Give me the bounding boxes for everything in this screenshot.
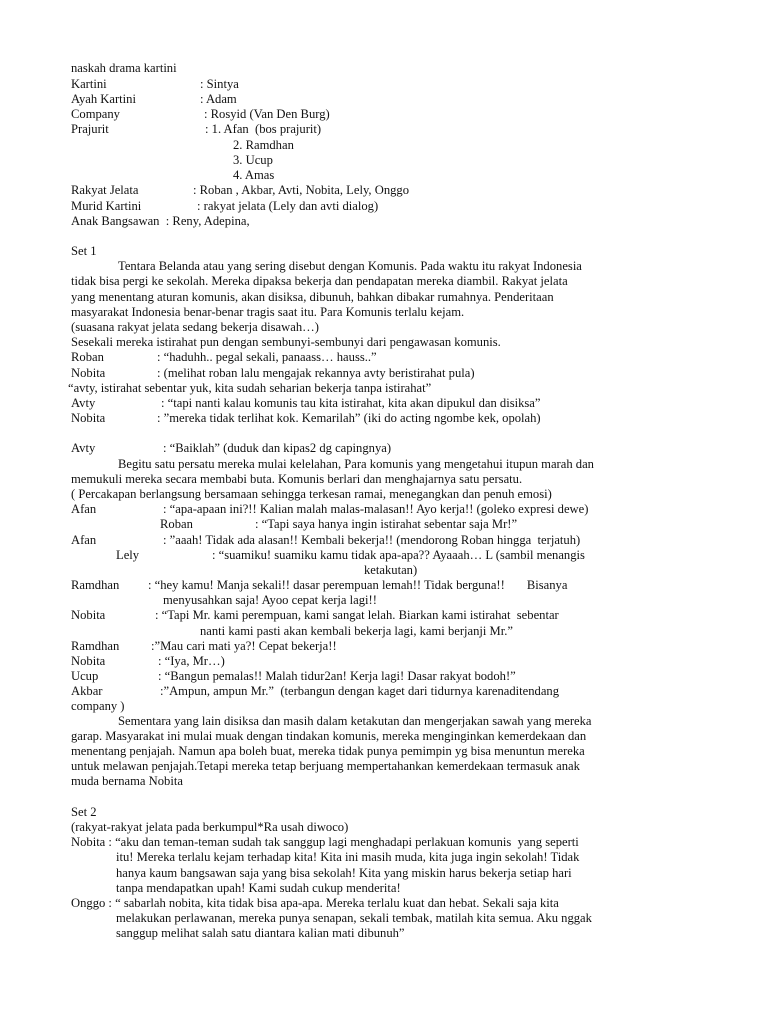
cast-actor: : Adam [200,92,237,106]
dialog-speaker: Nobita [71,366,106,380]
cast-bangsawan: Anak Bangsawan : Reny, Adepina, [71,214,250,228]
stage-direction: ( Percakapan berlangsung bersamaan sehingga terkesan ramai, menegangkan dan penuh emosi) [71,487,552,501]
cast-role: Prajurit [71,122,109,136]
narration-line: garap. Masyarakat ini mulai muak dengan tindakan komunis, mereka menginginkan kemerdekaan dan [71,729,587,743]
dialog-line: : “suamiku! suamiku kamu tidak apa-apa?? Ayaaah… L (sambil menangis [212,548,585,562]
dialog-line: company ) [71,699,125,713]
dialog-line: : “Bangun pemalas!! Malah tidur2an! Kerja lagi! Dasar rakyat bodoh!” [158,669,516,683]
dialog-speaker: Ramdhan [71,639,120,653]
cast-role: Company [71,107,120,121]
narration-line: Tentara Belanda atau yang sering disebut dengan Komunis. Pada waktu itu rakyat Indonesia [118,259,582,273]
dialog-line: : “tapi nanti kalau komunis tau kita istirahat, kita akan dipukul dan disiksa” [161,396,541,410]
dialog-line: : “Tapi saya hanya ingin istirahat sebentar saja Mr!” [255,517,518,531]
cast-actor: 3. Ucup [233,153,273,167]
dialog-line: :”Ampun, ampun Mr.” (terbangun dengan kaget dari tidurnya karenaditendang [160,684,560,698]
dialog-speaker: Afan [71,533,97,547]
stage-direction: (rakyat-rakyat jelata pada berkumpul*Ra usah diwoco) [71,820,349,834]
dialog-speaker: Avty [71,441,96,455]
dialog-speaker: Akbar [71,684,103,698]
dialog-line: sanggup melihat salah satu diantara kalian mati dibunuh” [116,926,405,940]
narration-line: masyarakat Indonesia benar-benar tragis saat itu. Para Komunis terlalu kejam. [71,305,465,319]
cast-role: Ayah Kartini [71,92,136,106]
dialog-speaker: Afan [71,502,97,516]
narration-line: Begitu satu persatu mereka mulai kelelahan, Para komunis yang mengetahui itupun marah dan [118,457,594,471]
cast-actor: 2. Ramdhan [233,138,294,152]
narration-line: Sementara yang lain disiksa dan masih dalam ketakutan dan mengerjakan sawah yang mereka [118,714,592,728]
dialog-line: hanya kaum bangsawan saja yang bisa sekolah! Kita yang miskin harus bekerja setiap hari [116,866,572,880]
dialog-line: melakukan perlawanan, mereka punya senapan, sekali tembak, matilah kita semua. Aku nggak [116,911,592,925]
dialog-speaker: Ramdhan [71,578,120,592]
cast-actor: : Rosyid (Van Den Burg) [204,107,330,121]
dialog-line: Onggo : “ sabarlah nobita, kita tidak bisa apa-apa. Mereka terlalu kuat dan hebat. Sekali saja kita [71,896,559,910]
dialog-speaker: Roban [160,517,193,531]
dialog-line: nanti kami pasti akan kembali bekerja lagi, kami berjanji Mr.” [200,624,513,638]
dialog-line: : “Baiklah” (duduk dan kipas2 dg capingnya) [163,441,392,455]
narration-line: tidak bisa pergi ke sekolah. Mereka dipaksa bekerja dan pendapatan mereka diambil. Rakyat jelata [71,274,568,288]
narration-line: yang menentang aturan komunis, akan disiksa, dibunuh, bahkan dibakar rumahnya. Penderitaan [71,290,554,304]
narration-line: memukuli mereka secara membabi buta. Komunis berlari dan menghajarnya satu persatu. [71,472,523,486]
cast-actor: : 1. Afan (bos prajurit) [205,122,322,136]
cast-role: Murid Kartini [71,199,142,213]
dialog-speaker: Nobita [71,654,106,668]
dialog-line: : ”aaah! Tidak ada alasan!! Kembali bekerja!! (mendorong Roban hingga terjatuh) [163,533,581,547]
document-title: naskah drama kartini [71,61,177,75]
narration-line: muda bernama Nobita [71,774,183,788]
narration-line: Sesekali mereka istirahat pun dengan sembunyi-sembunyi dari pengawasan komunis. [71,335,501,349]
dialog-line: tanpa mendapatkan upah! Kami sudah cukup menderita! [116,881,401,895]
stage-direction: (suasana rakyat jelata sedang bekerja disawah…) [71,320,319,334]
dialog-line: : “apa-apaan ini?!! Kalian malah malas-malasan!! Ayo kerja!! (goleko expresi dewe) [163,502,589,516]
dialog-line: : ”mereka tidak terlihat kok. Kemarilah” (iki do acting ngombe kek, opolah) [157,411,541,425]
dialog-line: “avty, istirahat sebentar yuk, kita sudah seharian bekerja tanpa istirahat” [68,381,432,395]
dialog-speaker: Nobita [71,411,106,425]
narration-line: untuk melawan penjajah.Tetapi mereka tetap berjuang mempertahankan kemerdekaan termasuk anak [71,759,580,773]
narration-line: menentang penjajah. Namun apa boleh buat, mereka tidak punya pemimpin yg bisa menuntun mereka [71,744,585,758]
dialog-speaker: Lely [116,548,140,562]
dialog-line: : “Iya, Mr…) [158,654,225,668]
dialog-speaker: Nobita [71,608,106,622]
dialog-line: : “haduhh.. pegal sekali, panaass… hauss..” [157,350,377,364]
dialog-line: : “Tapi Mr. kami perempuan, kami sangat lelah. Biarkan kami istirahat sebentar [155,608,559,622]
cast-role: Rakyat Jelata [71,183,139,197]
dialog-line: : “hey kamu! Manja sekali!! dasar perempuan lemah!! Tidak berguna!! Bisanya [148,578,568,592]
dialog-speaker: Roban [71,350,104,364]
cast-actor: 4. Amas [233,168,275,182]
cast-role: Kartini [71,77,107,91]
set-heading: Set 2 [71,805,97,819]
dialog-line: Nobita : “aku dan teman-teman sudah tak sanggup lagi menghadapi perlakuan komunis yang seperti [71,835,579,849]
dialog-speaker: Ucup [71,669,99,683]
dialog-line: :”Mau cari mati ya?! Cepat bekerja!! [151,639,337,653]
cast-actor: : rakyat jelata (Lely dan avti dialog) [197,199,379,213]
cast-actor: : Roban , Akbar, Avti, Nobita, Lely, Onggo [193,183,410,197]
dialog-line: itu! Mereka terlalu kejam terhadap kita! Kita ini masih muda, kita juga ingin sekolah! Tidak [116,850,580,864]
dialog-line: : (melihat roban lalu mengajak rekannya avty beristirahat pula) [157,366,475,380]
dialog-line: ketakutan) [364,563,418,577]
set-heading: Set 1 [71,244,97,258]
cast-actor: : Sintya [200,77,239,91]
dialog-line: menyusahkan saja! Ayoo cepat kerja lagi!! [163,593,377,607]
dialog-speaker: Avty [71,396,96,410]
